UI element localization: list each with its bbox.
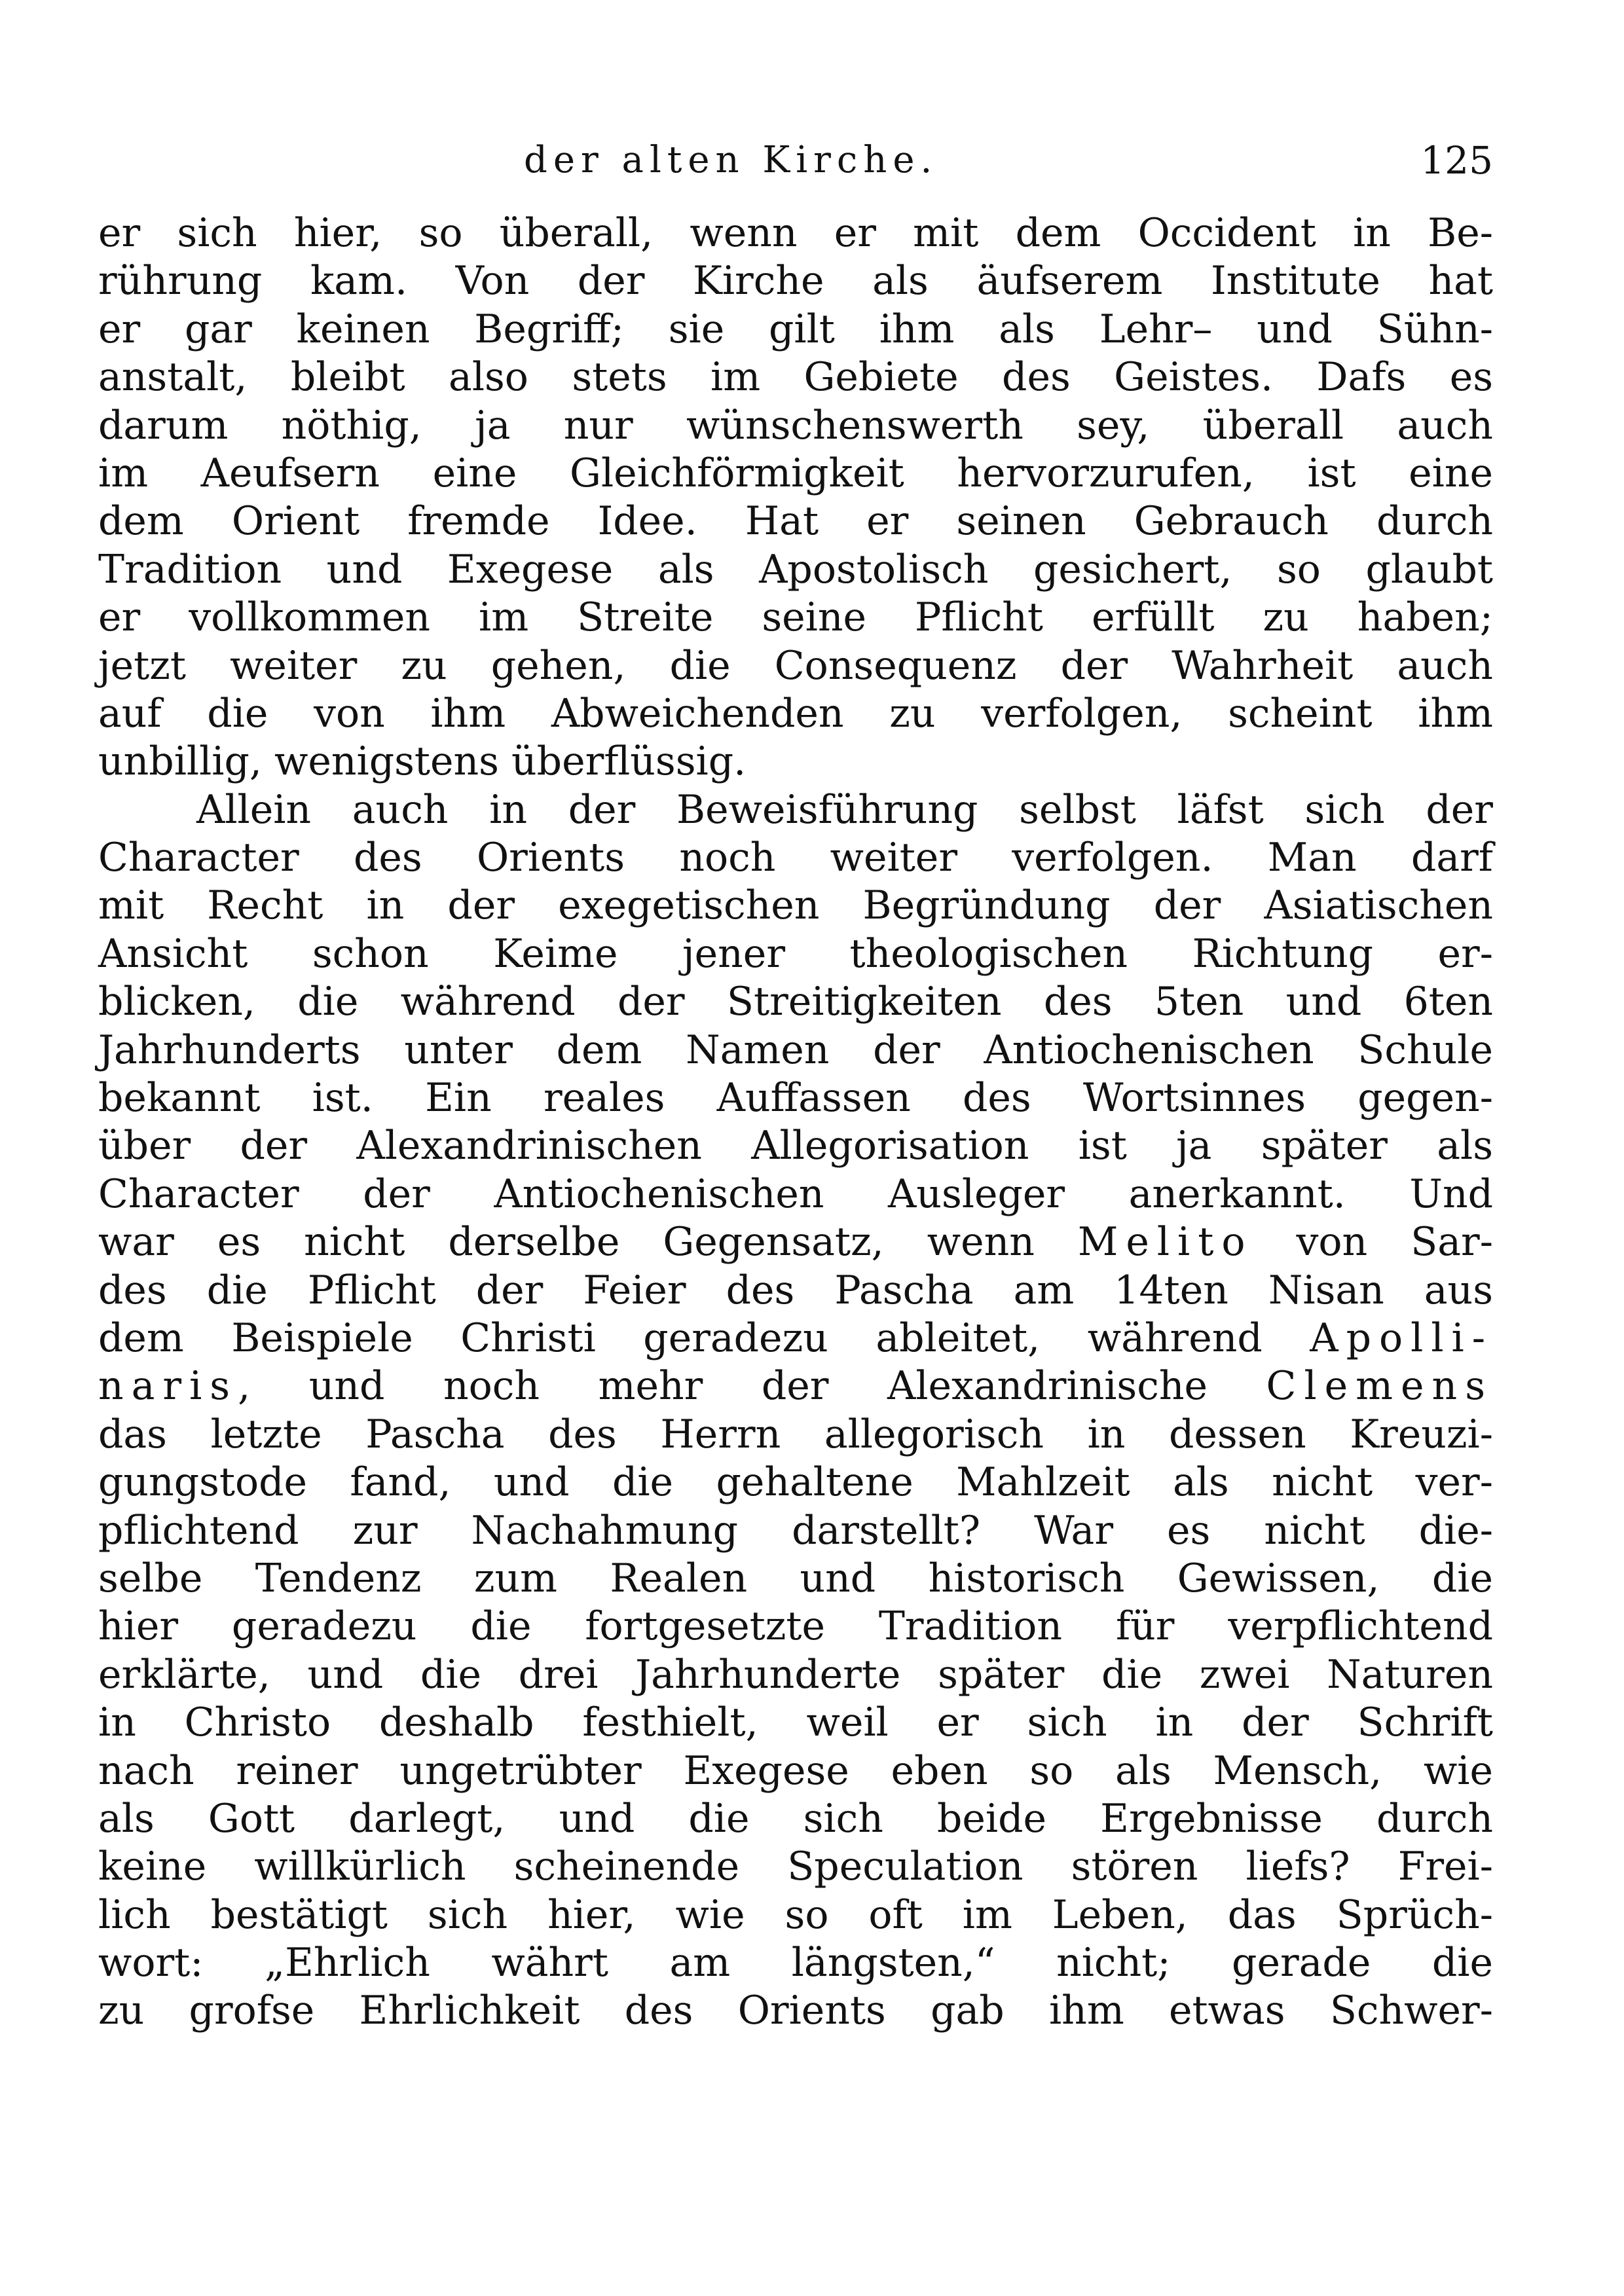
text-segment: war es nicht derselbe Gegensatz, wenn bbox=[98, 1219, 1035, 1266]
text-segment: von Sar- bbox=[1296, 1219, 1493, 1266]
text-line: darum nöthig, ja nur wünschenswerth sey, überall auch bbox=[98, 402, 1493, 448]
text-line: erklärte, und die drei Jahrhunderte später die zwei Naturen bbox=[98, 1651, 1493, 1698]
text-line: rührung kam. Von der Kirche als äufserem Institute hat bbox=[98, 258, 1493, 304]
spaced-name: naris bbox=[98, 1363, 238, 1410]
page-number: 125 bbox=[1420, 138, 1493, 183]
text-line: Allein auch in der Beweisführung selbst läfst sich der bbox=[196, 786, 1493, 833]
text-line: er gar keinen Begriff; sie gilt ihm als Lehr– und Sühn- bbox=[98, 306, 1493, 352]
spaced-name: Apolli- bbox=[1310, 1315, 1493, 1361]
text-line: Ansicht schon Keime jener theologischen Richtung er- bbox=[98, 930, 1493, 977]
text-line bbox=[98, 1218, 1493, 1266]
text-line: dem Orient fremde Idee. Hat er seinen Gebrauch durch bbox=[98, 498, 1493, 545]
text-line: unbillig, wenigstens überflüssig. bbox=[98, 738, 747, 785]
text-line bbox=[98, 1315, 1493, 1362]
spaced-name: Clemens bbox=[1266, 1363, 1493, 1410]
spaced-name: Melito bbox=[1077, 1219, 1253, 1266]
text-line: lich bestätigt sich hier, wie so oft im Leben, das Sprüch- bbox=[98, 1891, 1493, 1938]
text-line: Character der Antiochenischen Ausleger anerkannt. Und bbox=[98, 1171, 1493, 1217]
text-line: selbe Tendenz zum Realen und historisch Gewissen, die bbox=[98, 1555, 1493, 1601]
text-line: zu grofse Ehrlichkeit des Orients gab ihm etwas Schwer- bbox=[98, 1988, 1493, 2034]
text-line: in Christo deshalb festhielt, weil er sich in der Schrift bbox=[98, 1700, 1493, 1746]
text-line: das letzte Pascha des Herrn allegorisch in dessen Kreuzi- bbox=[98, 1411, 1493, 1457]
text-line: Jahrhunderts unter dem Namen der Antiochenischen Schule bbox=[98, 1027, 1493, 1073]
text-line: pflichtend zur Nachahmung darstellt? War es nicht die- bbox=[98, 1507, 1493, 1554]
text-line: über der Alexandrinischen Allegorisation ist ja später als bbox=[98, 1123, 1493, 1169]
text-line: hier geradezu die fortgesetzte Tradition für verpflichtend bbox=[98, 1603, 1493, 1650]
text-line: Character des Orients noch weiter verfolgen. Man darf bbox=[98, 835, 1493, 881]
text-segment: , und noch mehr der Alexandrinische bbox=[238, 1363, 1208, 1410]
text-line: er sich hier, so überall, wenn er mit dem Occident in Be- bbox=[98, 210, 1493, 256]
text-line: gungstode fand, und die gehaltene Mahlzeit als nicht ver- bbox=[98, 1459, 1493, 1506]
text-line: im Aeufsern eine Gleichförmigkeit hervorzurufen, ist eine bbox=[98, 450, 1493, 496]
body-text bbox=[98, 210, 1493, 2035]
running-title: der alten Kirche. bbox=[524, 139, 938, 181]
text-line: nach reiner ungetrübter Exegese eben so als Mensch, wie bbox=[98, 1747, 1493, 1794]
text-line: blicken, die während der Streitigkeiten des 5ten und 6ten bbox=[98, 979, 1493, 1025]
text-line: keine willkürlich scheinende Speculation stören liefs? Frei- bbox=[98, 1844, 1493, 1890]
text-segment: dem Beispiele Christi geradezu ableitet, während bbox=[98, 1315, 1263, 1361]
text-line: als Gott darlegt, und die sich beide Ergebnisse durch bbox=[98, 1795, 1493, 1842]
running-head bbox=[98, 131, 1493, 190]
text-line: anstalt, bleibt also stets im Gebiete des Geistes. Dafs es bbox=[98, 354, 1493, 401]
text-line bbox=[98, 1362, 1493, 1410]
text-line: mit Recht in der exegetischen Begründung der Asiatischen bbox=[98, 883, 1493, 929]
text-line: auf die von ihm Abweichenden zu verfolgen, scheint ihm bbox=[98, 690, 1493, 737]
text-line: Tradition und Exegese als Apostolisch gesichert, so glaubt bbox=[98, 546, 1493, 592]
text-line: bekannt ist. Ein reales Auffassen des Wortsinnes gegen- bbox=[98, 1075, 1493, 1121]
text-line: jetzt weiter zu gehen, die Consequenz der Wahrheit auch bbox=[98, 642, 1493, 689]
text-line: er vollkommen im Streite seine Pflicht erfüllt zu haben; bbox=[98, 594, 1493, 641]
text-line: wort: „Ehrlich währt am längsten,“ nicht; gerade die bbox=[98, 1940, 1493, 1986]
text-line: des die Pflicht der Feier des Pascha am 14ten Nisan aus bbox=[98, 1267, 1493, 1313]
